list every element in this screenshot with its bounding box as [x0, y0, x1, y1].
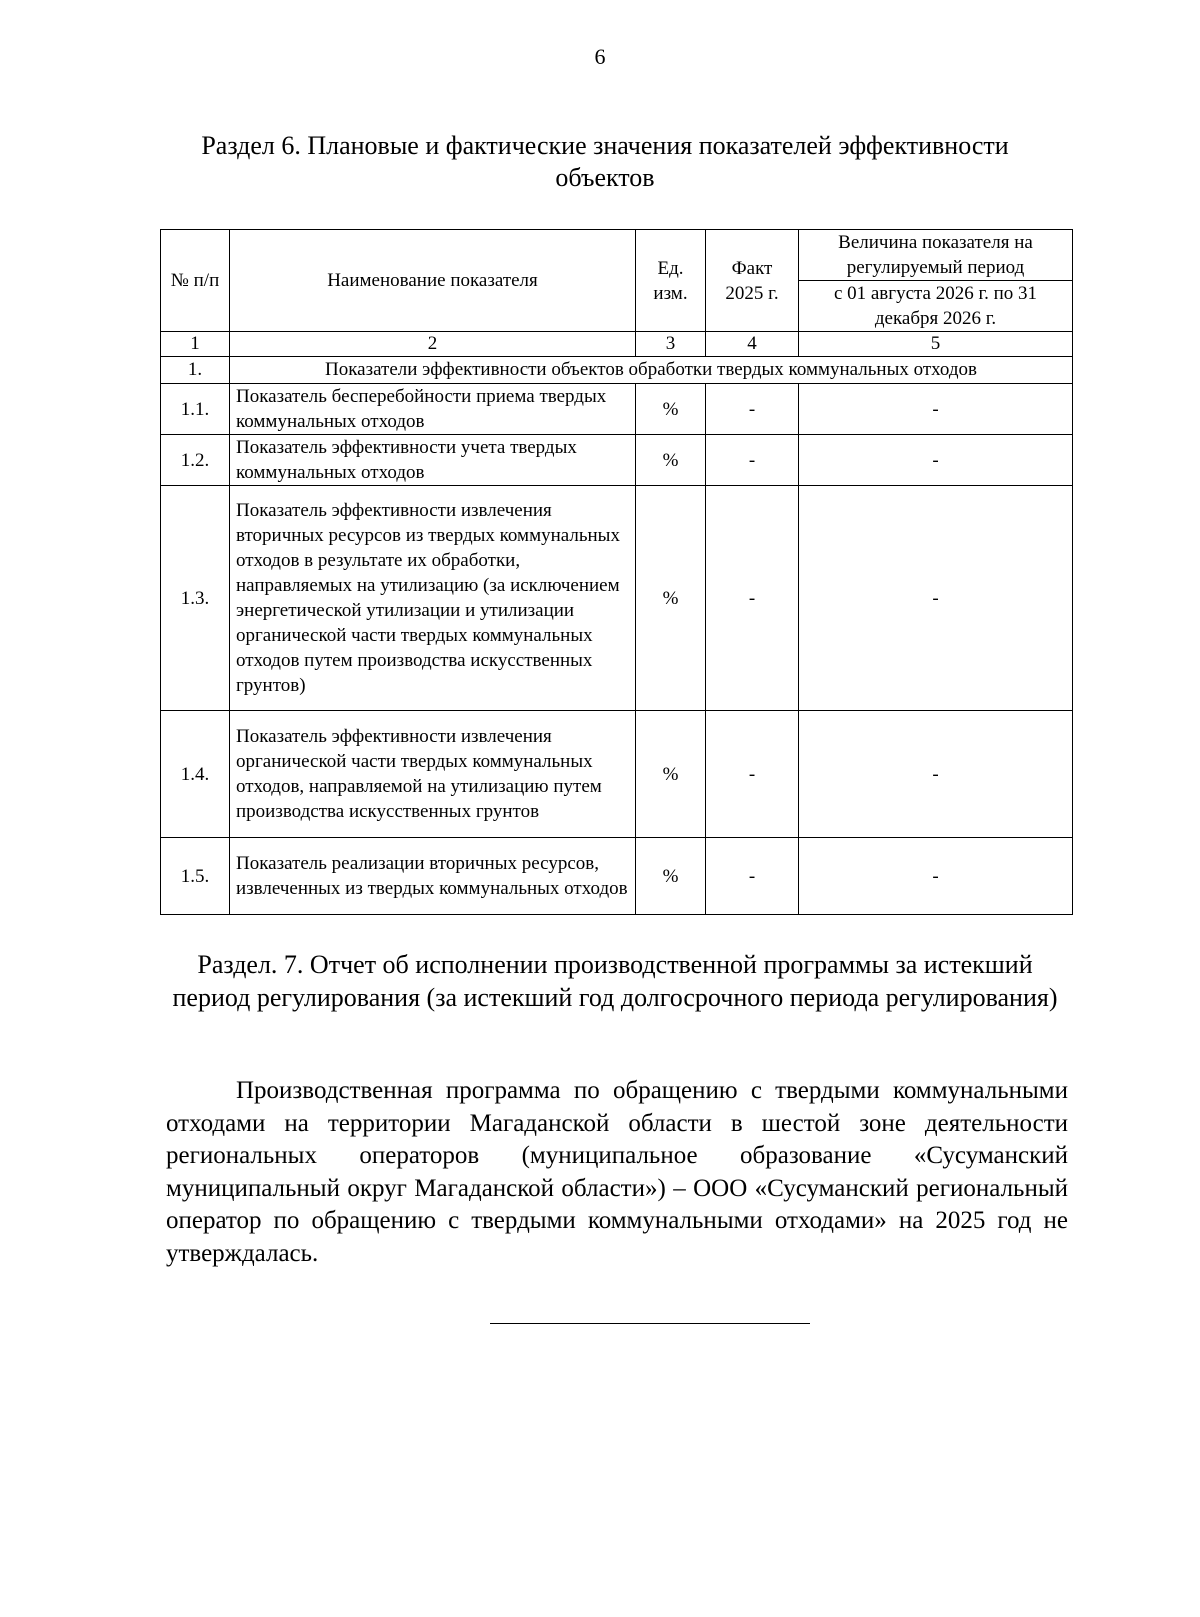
table-row [161, 435, 1073, 486]
row-name: Показатель бесперебойности приема твердых коммунальных отходов [230, 384, 636, 435]
row-fact: - [706, 435, 799, 486]
section-7-title: Раздел. 7. Отчет об исполнении производственной программы за истекший период регулирования (за истекший год долгосрочного периода регулирования) [172, 950, 1058, 1012]
row-num: 1.1. [161, 384, 230, 435]
table-row [161, 384, 1073, 435]
column-number: 4 [706, 332, 799, 357]
header-fact: Факт 2025 г. [706, 230, 799, 332]
row-value: - [799, 486, 1073, 711]
row-fact: - [706, 711, 799, 838]
table-row [161, 711, 1073, 838]
header-value-group: Величина показателя на регулируемый период [799, 230, 1073, 281]
header-num: № п/п [161, 230, 230, 332]
row-num: 1.4. [161, 711, 230, 838]
column-number: 5 [799, 332, 1073, 357]
row-name: Показатель эффективности извлечения вторичных ресурсов из твердых коммунальных отходов в результате их обработки, направляемых на утилизацию (за исключением энергетической утилизации и утилизации органической части твердых коммунальных отходов путем производства искусственных грунтов) [230, 486, 636, 711]
header-period: с 01 августа 2026 г. по 31 декабря 2026 г. [799, 281, 1073, 332]
section-7-paragraph: Производственная программа по обращению с твердыми коммунальными отходами на территории Магаданской области в шестой зоне деятельности региональных операторов (муниципальное образование «Сусуманский муниципальный округ Магаданской области») – ООО «Сусуманский региональный оператор по обращению с твердыми коммунальными отходами» на 2025 год не утверждалась. [166, 1077, 1068, 1267]
column-number: 3 [636, 332, 706, 357]
row-name: Показатель эффективности учета твердых коммунальных отходов [230, 435, 636, 486]
section-6-title: Раздел 6. Плановые и фактические значения показателей эффективности объектов [201, 131, 1009, 192]
row-value: - [799, 711, 1073, 838]
row-value: - [799, 435, 1073, 486]
row-value: - [799, 838, 1073, 915]
header-unit: Ед. изм. [636, 230, 706, 332]
indicators-table [160, 229, 1073, 915]
table-row [161, 486, 1073, 711]
header-name: Наименование показателя [230, 230, 636, 332]
column-number: 1 [161, 332, 230, 357]
row-fact: - [706, 486, 799, 711]
column-number: 2 [230, 332, 636, 357]
row-unit: % [636, 486, 706, 711]
row-unit: % [636, 838, 706, 915]
row-unit: % [636, 384, 706, 435]
section-row-num: 1. [161, 357, 230, 384]
row-value: - [799, 384, 1073, 435]
row-name: Показатель эффективности извлечения органической части твердых коммунальных отходов, направляемой на утилизацию путем производства искусственных грунтов [230, 711, 636, 838]
end-divider [490, 1323, 810, 1324]
table-row [161, 838, 1073, 915]
row-fact: - [706, 838, 799, 915]
row-num: 1.3. [161, 486, 230, 711]
row-num: 1.2. [161, 435, 230, 486]
row-fact: - [706, 384, 799, 435]
section-row-label: Показатели эффективности объектов обработки твердых коммунальных отходов [230, 357, 1073, 384]
row-unit: % [636, 435, 706, 486]
table-section-row [161, 357, 1073, 384]
row-unit: % [636, 711, 706, 838]
page-number: 6 [594, 44, 606, 69]
row-num: 1.5. [161, 838, 230, 915]
row-name: Показатель реализации вторичных ресурсов, извлеченных из твердых коммунальных отходов [230, 838, 636, 915]
column-numbers-row [161, 332, 1073, 357]
